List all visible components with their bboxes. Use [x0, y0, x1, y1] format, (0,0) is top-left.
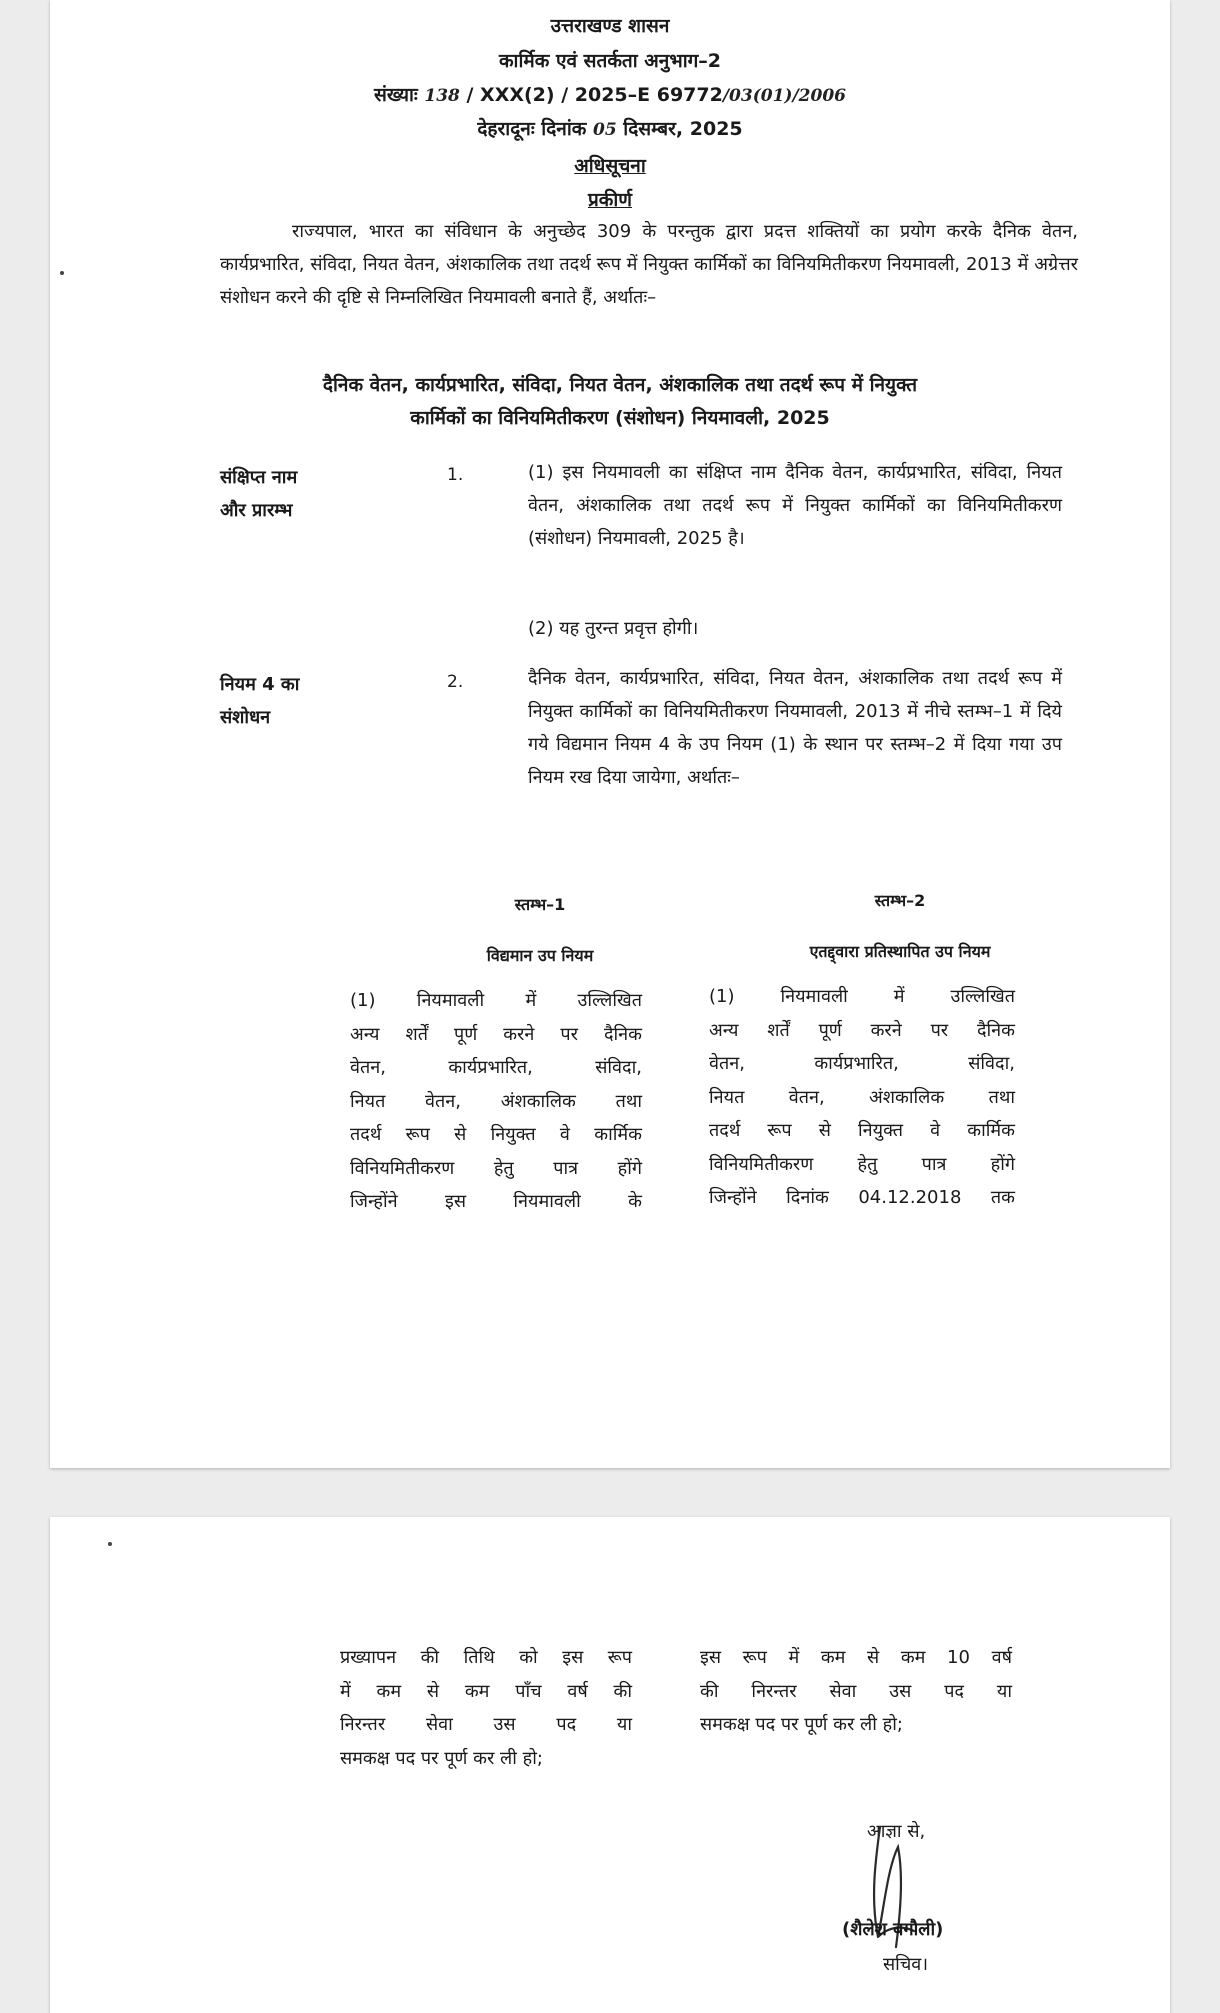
col2-line: जिन्होंने दिनांक 04.12.2018 तक — [709, 1187, 1015, 1208]
by-order-text: आज्ञा से, — [867, 1821, 926, 1842]
col1-line: प्रख्यापन की तिथि को इस रूप — [340, 1647, 632, 1668]
rule-1-number: 1. — [447, 465, 464, 485]
col1-line: निरन्तर सेवा उस पद या — [340, 1714, 632, 1735]
rule-2-side-heading: नियम 4 का संशोधन — [220, 674, 300, 728]
col2-line: वेतन, कार्यप्रभारित, संविदा, — [709, 1053, 1015, 1074]
column-2-text — [709, 980, 1015, 1215]
col2-line: (1) नियमावली में उल्लिखित — [709, 986, 1015, 1007]
rule-1-subrule-1: (1) इस नियमावली का संक्षिप्त नाम दैनिक वेतन, कार्यप्रभारित, संविदा, नियत वेतन, अंशकालिक तथा तदर्थ रूप में नियुक्त कार्मिकों का विनियमितीकरण (संशोधन) नियमावली, 2025 है। — [528, 462, 1062, 549]
column-1-subheading: विद्यमान उप नियम — [486, 946, 594, 965]
rule-1-subrule-2: (2) यह तुरन्त प्रवृत्त होगी। — [528, 618, 699, 639]
col1-line: वेतन, कार्यप्रभारित, संविदा, — [350, 1057, 642, 1078]
issue-date — [50, 115, 1170, 141]
handwritten-number-suffix: /03(01)/2006 — [722, 86, 846, 106]
signatory-name: (शैलेश बगौली) — [842, 1919, 944, 1940]
handwritten-date: 05 — [592, 120, 617, 140]
rules-title — [190, 369, 1050, 435]
department-name: कार्मिक एवं सतर्कता अनुभाग–2 — [498, 50, 722, 72]
col2-line: समकक्ष पद पर पूर्ण कर ली हो; — [700, 1714, 903, 1735]
date-prefix: देहरादूनः दिनांक — [477, 118, 587, 140]
column-2-text-continued — [700, 1641, 1012, 1742]
col1-line: समकक्ष पद पर पूर्ण कर ली हो; — [340, 1747, 543, 1769]
rule-2-number: 2. — [447, 672, 464, 692]
col1-line: तदर्थ रूप से नियुक्त वे कार्मिक — [350, 1124, 642, 1145]
col1-line: जिन्होंने इस नियमावली के — [350, 1191, 642, 1212]
rule-1-side-heading: संक्षिप्त नाम और प्रारम्भ — [220, 467, 298, 521]
miscellaneous-heading: प्रकीर्ण — [587, 189, 633, 211]
col1-line: विनियमितीकरण हेतु पात्र होंगे — [350, 1157, 642, 1179]
col2-line: विनियमितीकरण हेतु पात्र होंगे — [709, 1153, 1015, 1175]
signatory-designation: सचिव। — [883, 1954, 929, 1975]
reference-number — [50, 81, 1170, 107]
date-suffix: दिसम्बर, 2025 — [623, 118, 743, 140]
rule-2-text: दैनिक वेतन, कार्यप्रभारित, संविदा, नियत वेतन, अंशकालिक तथा तदर्थ रूप में नियुक्त कार्मिकों का विनियमितीकरण नियमावली, 2013 में नीचे स्तम्भ–1 में दिये गये विद्यमान नियम 4 के उप नियम (1) के स्थान पर स्तम्भ–2 में दिया गया उप नियम रख दिया जायेगा, अर्थातः– — [528, 668, 1062, 788]
notification-heading: अधिसूचना — [574, 155, 646, 177]
rules-title-line-2: कार्मिकों का विनियमितीकरण (संशोधन) नियमावली, 2025 — [410, 407, 830, 429]
scan-speck — [108, 1542, 112, 1546]
col2-line: नियत वेतन, अंशकालिक तथा — [709, 1086, 1015, 1108]
col2-line: तदर्थ रूप से नियुक्त वे कार्मिक — [709, 1120, 1015, 1141]
rules-title-line-1: दैनिक वेतन, कार्यप्रभारित, संविदा, नियत वेतन, अंशकालिक तथा तदर्थ रूप में नियुक्त — [322, 374, 918, 396]
col2-line: अन्य शर्तें पूर्ण करने पर दैनिक — [709, 1019, 1015, 1041]
col1-line: में कम से कम पाँच वर्ष की — [340, 1680, 632, 1702]
handwritten-number: 138 — [424, 86, 460, 106]
number-body: / XXX(2) / 2025–E 69772 — [466, 84, 723, 106]
column-2-heading: स्तम्भ–2 — [874, 891, 926, 910]
col2-line: की निरन्तर सेवा उस पद या — [700, 1680, 1012, 1702]
col1-line: अन्य शर्तें पूर्ण करने पर दैनिक — [350, 1023, 642, 1045]
col1-line: नियत वेतन, अंशकालिक तथा — [350, 1090, 642, 1112]
document-page-2 — [50, 1517, 1170, 2013]
column-1-heading: स्तम्भ–1 — [514, 895, 566, 914]
scan-speck — [60, 271, 64, 275]
col1-line: (1) नियमावली में उल्लिखित — [350, 990, 642, 1011]
government-name: उत्तराखण्ड शासन — [550, 15, 670, 37]
document-page-1 — [50, 0, 1170, 1468]
col2-line: इस रूप में कम से कम 10 वर्ष — [700, 1647, 1012, 1668]
column-2-subheading: एतद्द्वारा प्रतिस्थापित उप नियम — [809, 942, 991, 961]
number-prefix: संख्याः — [374, 84, 418, 106]
preamble-paragraph: राज्यपाल, भारत का संविधान के अनुच्छेद 309 के परन्तुक द्वारा प्रदत्त शक्तियों का प्रयोग करके दैनिक वेतन, कार्यप्रभारित, संविदा, नियत वेतन, अंशकालिक तथा तदर्थ रूप में नियुक्त कार्मिकों का विनियमितीकरण नियमावली, 2013 में अग्रेत्तर संशोधन करने की दृष्टि से निम्नलिखित नियमावली बनाते हैं, अर्थातः– — [220, 221, 1078, 308]
column-1-text — [350, 984, 642, 1219]
column-1-text-continued — [340, 1641, 632, 1775]
